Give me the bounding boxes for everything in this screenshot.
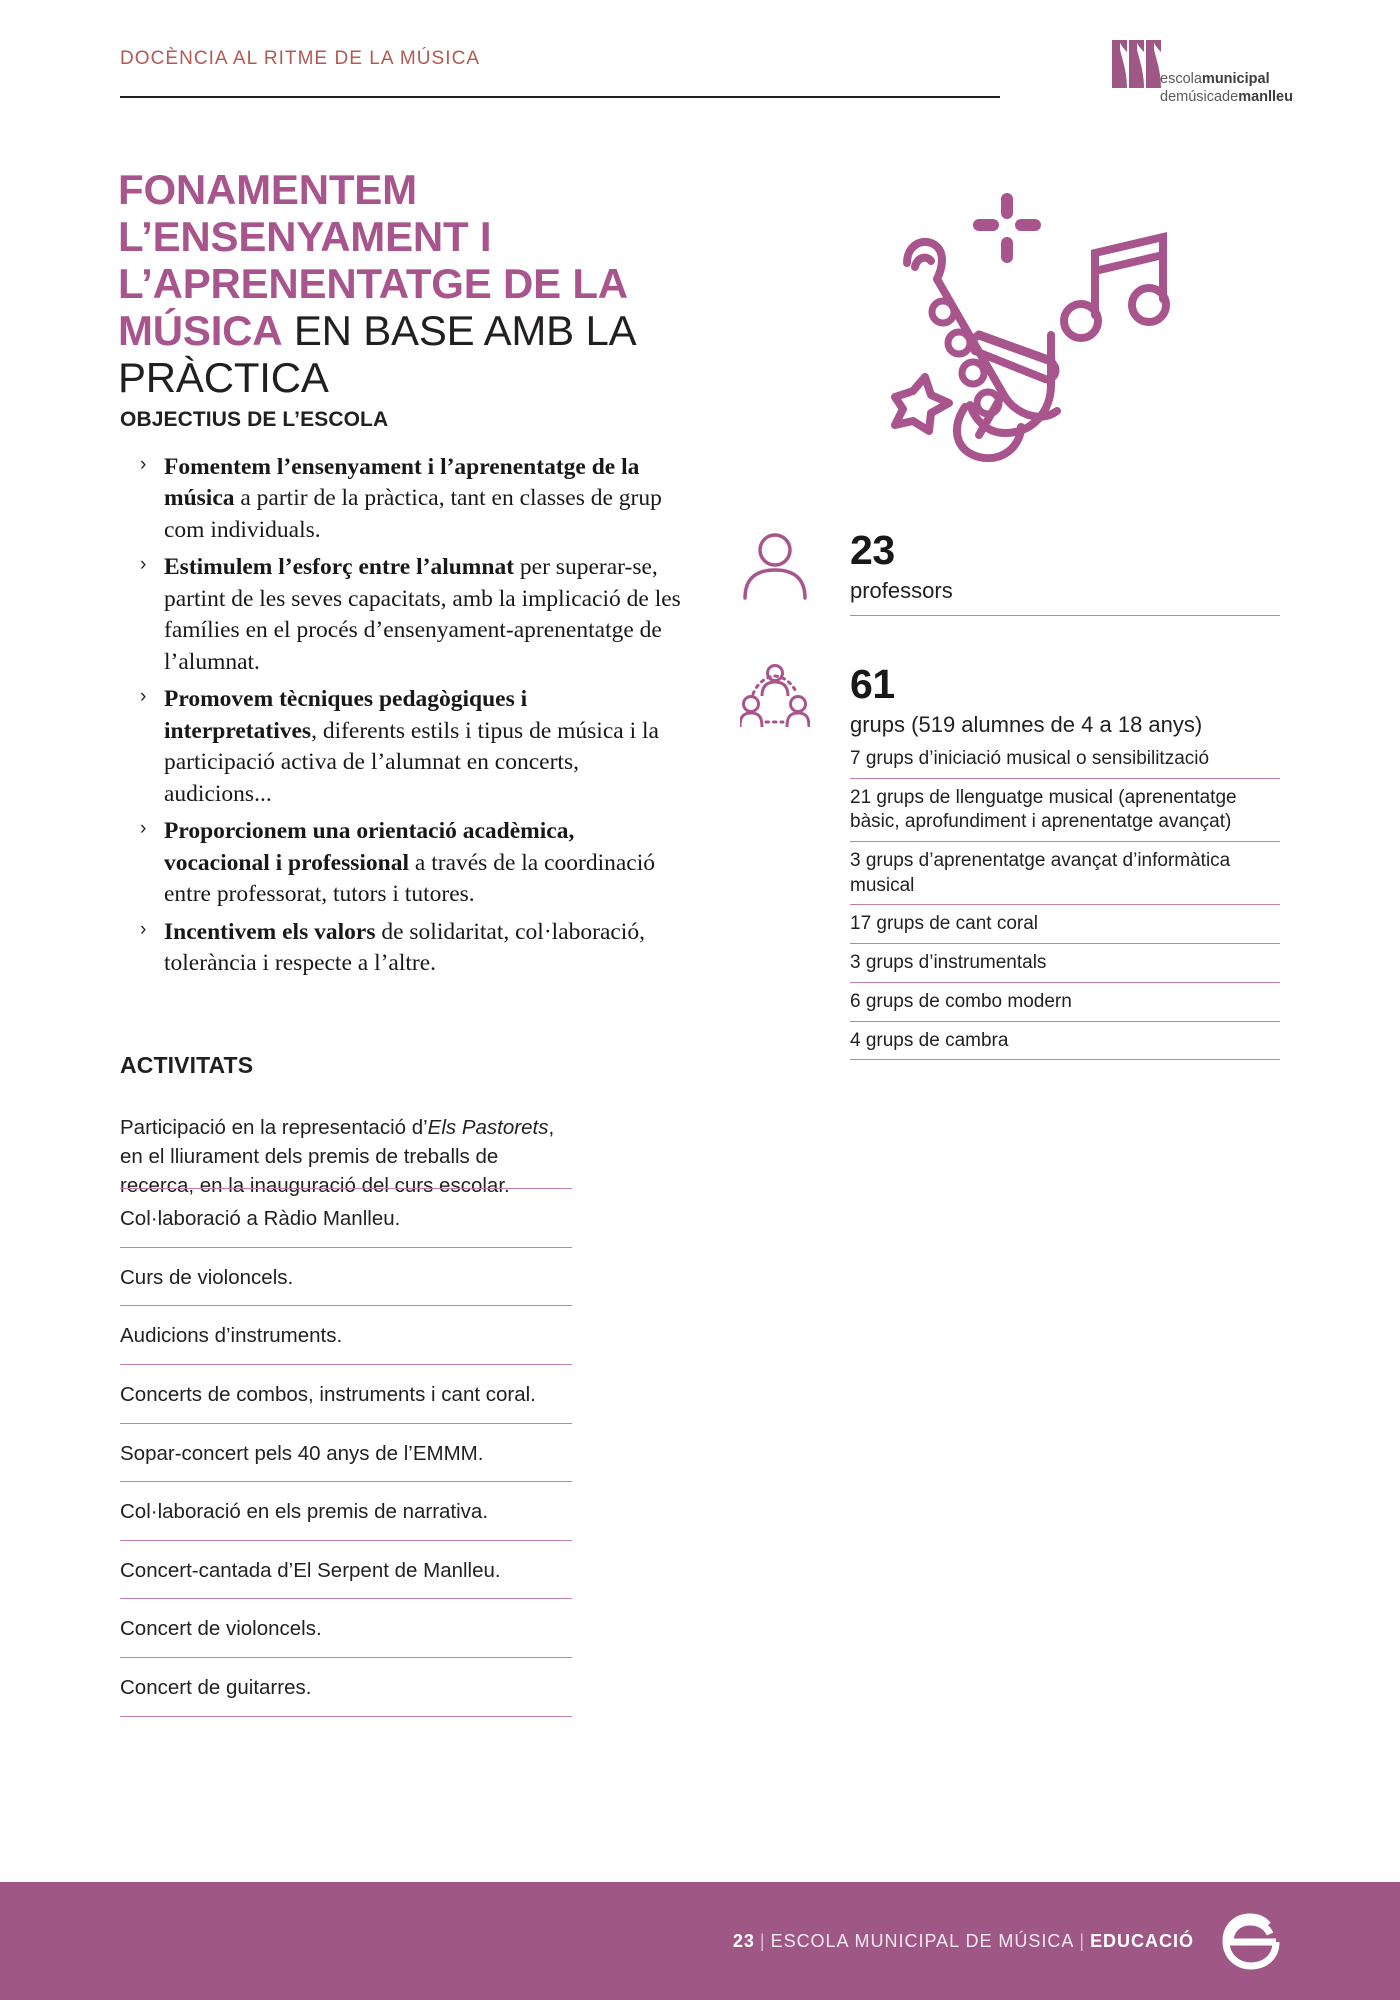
objectius-item	[138, 452, 683, 546]
header-divider	[120, 96, 1000, 98]
objectius-heading: OBJECTIUS DE L’ESCOLA	[120, 408, 389, 431]
group-icon	[740, 664, 810, 736]
objectius-item-lead: Estimulem l’esforç entre l’alumnat	[164, 554, 515, 581]
chevron-right-icon: ›	[140, 686, 147, 708]
objectius-item	[138, 552, 683, 678]
footer-content	[733, 1882, 1282, 2000]
objectius-item	[138, 816, 683, 910]
objectius-item-rest: a partir de la pràctica, tant en classes de grup com individuals.	[164, 485, 662, 543]
stat-grups	[740, 660, 1280, 1061]
footer-text	[733, 1931, 1194, 1952]
logo-line1-bold: municipal	[1201, 71, 1270, 87]
grups-breakdown-row: 17 grups de cant coral	[850, 905, 1280, 944]
activitat-row: Concerts de combos, instruments i cant coral.	[120, 1364, 572, 1423]
activitat-row: Concert de guitarres.	[120, 1657, 572, 1717]
objectius-item-rest: per superar-se, partint de les seves capacitats, amb la implicació de les famílies en el procés d’ensenyament-aprenentatge de l’alumnat.	[164, 554, 681, 675]
star-icon	[895, 377, 949, 431]
objectius-item-rest: a través de la coordinació entre professorat, tutors i tutores.	[164, 849, 656, 908]
footer-separator-1: |	[759, 1930, 766, 1951]
activitat-row: Col·laboració a Ràdio Manlleu.	[120, 1188, 572, 1247]
music-notes-icon	[1064, 237, 1166, 338]
stat-grups-breakdown	[850, 738, 1280, 1060]
activitats-intro-before: Participació en la representació d’	[120, 1115, 428, 1139]
activitats-intro-italic: Els Pastorets	[427, 1115, 549, 1139]
objectius-item-rest: , diferents estils i tipus de música i la participació activa de l’alumnat en concerts, audicions...	[164, 717, 659, 807]
section-eyebrow: DOCÈNCIA AL RITME DE LA MÚSICA	[120, 48, 481, 69]
objectius-item-lead: Incentivem els valors	[164, 918, 376, 945]
chevron-right-icon: ›	[140, 818, 147, 840]
activitat-row: Curs de violoncels.	[120, 1247, 572, 1306]
footer-section: ESCOLA MUNICIPAL DE MÚSICA	[770, 1930, 1075, 1951]
logo-wordmark	[1160, 70, 1293, 106]
page-footer	[0, 1882, 1400, 2000]
sparkle-icon	[973, 193, 1041, 263]
objectius-list	[138, 452, 683, 986]
footer-category: EDUCACIÓ	[1090, 1930, 1194, 1951]
page-title-highlight: FONAMENTEM L’ENSENYAMENT I L’APRENENTATGE DE LA MÚSICA	[118, 166, 627, 355]
objectius-item-lead: Promovem tècniques pedagògiques i interpretatives	[164, 686, 528, 744]
stat-professors-label: professors	[850, 578, 953, 603]
activitat-row: Col·laboració en els premis de narrativa.	[120, 1481, 572, 1540]
grups-breakdown-row: 7 grups d’iniciació musical o sensibilització	[850, 738, 1280, 779]
chevron-right-icon: ›	[140, 918, 147, 940]
logo-line2-bold: manlleu	[1238, 89, 1293, 106]
logo-line2-light: demúsicade	[1160, 89, 1239, 106]
page-title-rest: EN BASE AMB LA PRÀCTICA	[118, 307, 635, 402]
activitats-heading: ACTIVITATS	[120, 1052, 254, 1078]
activitat-row: Sopar-concert pels 40 anys de l’EMMM.	[120, 1423, 572, 1482]
logo-line1-light: escola	[1160, 71, 1202, 87]
stat-professors-number: 23	[850, 527, 895, 573]
activitat-row: Concert de violoncels.	[120, 1598, 572, 1657]
stat-professors-divider	[850, 615, 1280, 616]
footer-separator-2: |	[1079, 1930, 1086, 1951]
school-logo	[1100, 38, 1293, 110]
activitat-row: Audicions d’instruments.	[120, 1305, 572, 1364]
grups-breakdown-row: 3 grups d’instrumentals	[850, 944, 1280, 983]
stat-grups-label: grups (519 alumnes de 4 a 18 anys)	[850, 711, 1203, 737]
stats-panel	[740, 527, 1280, 1060]
grups-breakdown-row: 6 grups de combo modern	[850, 983, 1280, 1022]
objectius-item-lead: Proporcionem una orientació acadèmica, vocacional i professional	[164, 818, 575, 876]
objectius-item-lead: Fomentem l’ensenyament i l’aprenentatge de la música	[164, 454, 640, 512]
chevron-right-icon: ›	[140, 554, 147, 576]
grups-breakdown-row: 3 grups d’aprenentatge avançat d’informàtica musical	[850, 842, 1280, 905]
objectius-item-rest: de solidaritat, col·laboració, tolerància i respecte a l’altre.	[164, 918, 645, 977]
ajuntament-e-logo-icon	[1220, 1908, 1282, 1974]
grups-breakdown-row: 21 grups de llenguatge musical (aprenentatge bàsic, aprofundiment i aprenentatge avançat)	[850, 779, 1280, 842]
grups-breakdown-row: 4 grups de cambra	[850, 1022, 1280, 1061]
saxophone-illustration	[855, 175, 1185, 465]
objectius-item	[138, 917, 683, 980]
activitats-intro-after: , en el lliurament dels premis de treballs de recerca, en la inauguració del curs escolar.	[120, 1115, 555, 1197]
activitats-list	[120, 1188, 572, 1717]
footer-page-number: 23	[732, 1930, 755, 1951]
stat-professors	[740, 527, 1280, 616]
objectius-item	[138, 684, 683, 810]
chevron-right-icon: ›	[140, 454, 147, 475]
activitats-intro	[120, 1113, 570, 1200]
logo-mark-icon	[1110, 38, 1166, 90]
activitat-row: Concert-cantada d’El Serpent de Manlleu.	[120, 1540, 572, 1599]
stat-grups-number: 61	[850, 660, 895, 707]
page-title	[118, 166, 678, 401]
person-icon	[740, 530, 810, 602]
